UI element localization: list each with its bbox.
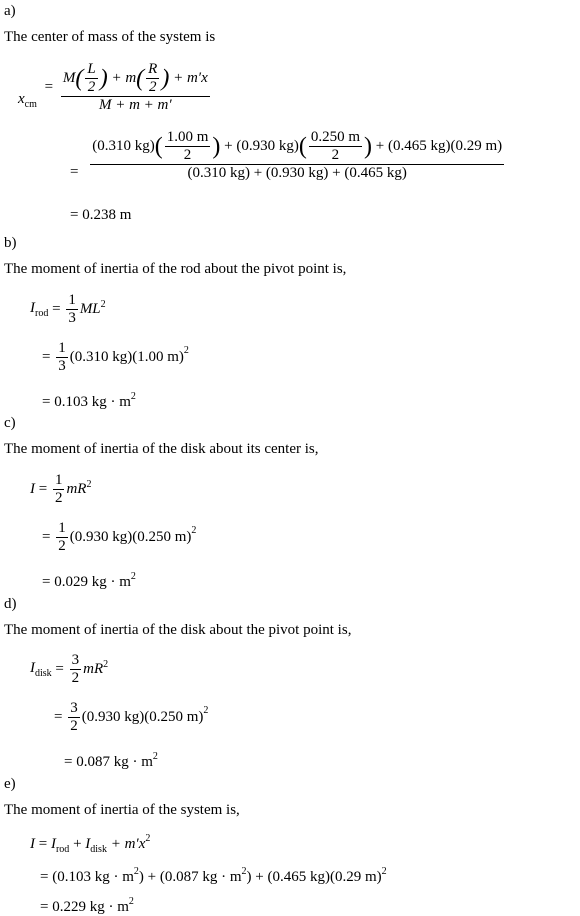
equals-sign-b2: = <box>42 349 51 365</box>
I-disk-sub: disk <box>35 668 52 679</box>
part-c-label: c) <box>4 415 16 431</box>
frac-num-d2: 3 <box>70 700 78 716</box>
xcm-symbol: x <box>18 90 25 107</box>
part-e-label: e) <box>4 776 16 792</box>
xcm-subscript: cm <box>24 98 37 110</box>
rod-length: 1.00 m <box>166 129 209 146</box>
disk-pivot-values: (0.930 kg)(0.250 m) <box>81 709 204 725</box>
disk-mass: + (0.930 kg) <box>224 138 299 154</box>
part-a-label: a) <box>4 3 16 19</box>
com-symbolic-fraction: M( $\frac{L}{2}$ ) + m( $\frac{R}{2}$ ) + m′x M + m + m′ <box>62 61 208 114</box>
frac-den-c: 2 <box>54 490 63 506</box>
frac-den-b: 3 <box>68 310 76 326</box>
I-rod-e: I <box>50 836 56 852</box>
disk-center-result-sup: 2 <box>130 571 136 582</box>
system-result-sup: 2 <box>128 896 134 907</box>
equals-sign-d2: = <box>54 709 63 725</box>
disk-radius-den: 2 <box>309 146 362 164</box>
ML-term: ML <box>79 301 101 317</box>
disk-center-result-text: = 0.029 kg · m <box>42 574 131 590</box>
system-result-text: = 0.229 kg · m <box>40 899 129 915</box>
frac-num-c2: 1 <box>58 520 66 536</box>
point-mass-term: + (0.465 kg)(0.29 m) <box>375 138 503 154</box>
equals-sign-d: = <box>55 661 64 677</box>
equals-sign-2: = <box>70 163 79 180</box>
system-inertia-numeric <box>40 863 387 886</box>
frac-num-b2: 1 <box>58 340 66 356</box>
numeric-denominator: (0.310 kg) + (0.930 kg) + (0.465 kg) <box>90 164 504 182</box>
rod-numeric-values: (0.310 kg)(1.00 m) <box>69 349 184 365</box>
mprime-x-e: + m′x <box>110 836 146 852</box>
I-symbol-e: I <box>30 836 35 852</box>
rod-numeric-sup: 2 <box>183 345 189 356</box>
system-numeric-a: = (0.103 kg · m <box>40 869 134 885</box>
I-rod-symbol: I <box>30 300 35 316</box>
mass-sum-denominator: M + m + m′ <box>61 96 210 114</box>
equals-sign: = <box>44 78 54 95</box>
com-formula <box>18 60 212 114</box>
disk-center-sup: 2 <box>191 525 197 536</box>
mR-term-d: mR <box>83 661 104 677</box>
disk-pivot-result-text: = 0.087 kg · m <box>64 754 153 770</box>
L-den: 2 <box>85 78 97 96</box>
I-disk-symbol: I <box>30 660 35 676</box>
frac-num-b: 1 <box>68 292 76 308</box>
rod-mass: (0.310 kg) <box>92 138 155 154</box>
m-term: + m <box>111 70 137 86</box>
mR-sup-c: 2 <box>86 479 92 490</box>
frac-num-c: 1 <box>54 472 63 488</box>
equals-sign-c2: = <box>42 529 51 545</box>
system-numeric-sup3: 2 <box>381 866 387 877</box>
R-num: R <box>148 61 158 78</box>
system-inertia-result <box>40 893 134 916</box>
part-a-intro: The center of mass of the system is <box>4 29 216 45</box>
rod-inertia-formula <box>30 292 106 327</box>
ML-sup: 2 <box>100 299 106 310</box>
disk-radius: 0.250 m <box>310 129 361 146</box>
rod-inertia-result <box>42 388 136 411</box>
system-numeric-b: ) + (0.087 kg · m <box>138 869 242 885</box>
mprime-x-term: + m′x <box>173 70 208 86</box>
I-rod-sub: rod <box>35 308 49 319</box>
rod-inertia-numeric <box>42 340 189 375</box>
part-c-intro: The moment of inertia of the disk about its center is, <box>4 441 319 457</box>
disk-pivot-sup: 2 <box>203 705 209 716</box>
system-numeric-c: ) + (0.465 kg)(0.29 m) <box>246 869 382 885</box>
rod-result-text: = 0.103 kg · m <box>42 394 131 410</box>
rod-result-sup: 2 <box>130 391 136 402</box>
mR-term-c: mR <box>66 481 87 497</box>
I-rod-sub-e: rod <box>55 844 70 855</box>
mR-sup-d: 2 <box>103 659 109 670</box>
I-symbol-c: I <box>30 481 35 497</box>
frac-num-d: 3 <box>71 652 80 668</box>
part-e-intro: The moment of inertia of the system is, <box>4 802 240 818</box>
disk-center-numeric <box>42 520 196 555</box>
equals-sign-c: = <box>38 481 48 497</box>
part-b-intro: The moment of inertia of the rod about the pivot point is, <box>4 261 347 277</box>
frac-den-c2: 2 <box>58 538 66 554</box>
com-numeric-fraction: = (0.310 kg)( $\frac{1.00 m}{2}$ ) + (0.930 kg)( $\frac{0.250 m}{2}$ ) + (0.465 kg)(0.29 m) (0.310 kg) + (0.930 kg) + (0.465 kg) <box>70 129 503 182</box>
system-inertia-formula <box>30 830 150 859</box>
system-numeric-sup1: 2 <box>133 866 139 877</box>
L-num: L <box>87 61 96 78</box>
plus-e: + <box>73 836 82 852</box>
disk-center-formula <box>30 472 91 507</box>
disk-pivot-numeric <box>54 700 208 735</box>
disk-pivot-result-sup: 2 <box>152 751 158 762</box>
equals-sign-b: = <box>52 301 61 317</box>
R-den: 2 <box>146 78 159 96</box>
disk-pivot-result <box>64 748 158 771</box>
disk-center-values: (0.930 kg)(0.250 m) <box>69 529 192 545</box>
part-b-label: b) <box>4 235 17 251</box>
disk-center-result <box>42 568 136 591</box>
system-numeric-sup2: 2 <box>241 866 247 877</box>
frac-den-d: 2 <box>71 670 80 686</box>
disk-pivot-formula <box>30 652 108 687</box>
M-term: M <box>62 70 76 86</box>
frac-den-b2: 3 <box>58 358 66 374</box>
mprime-x-sup-e: 2 <box>145 833 151 844</box>
equals-sign-e: = <box>38 836 48 852</box>
rod-length-den: 2 <box>165 146 211 164</box>
com-result: = 0.238 m <box>70 207 132 223</box>
frac-den-d2: 2 <box>70 718 78 734</box>
I-disk-sub-e: disk <box>90 844 107 855</box>
part-d-label: d) <box>4 596 17 612</box>
I-disk-e: I <box>85 836 91 852</box>
part-d-intro: The moment of inertia of the disk about the pivot point is, <box>4 622 352 638</box>
